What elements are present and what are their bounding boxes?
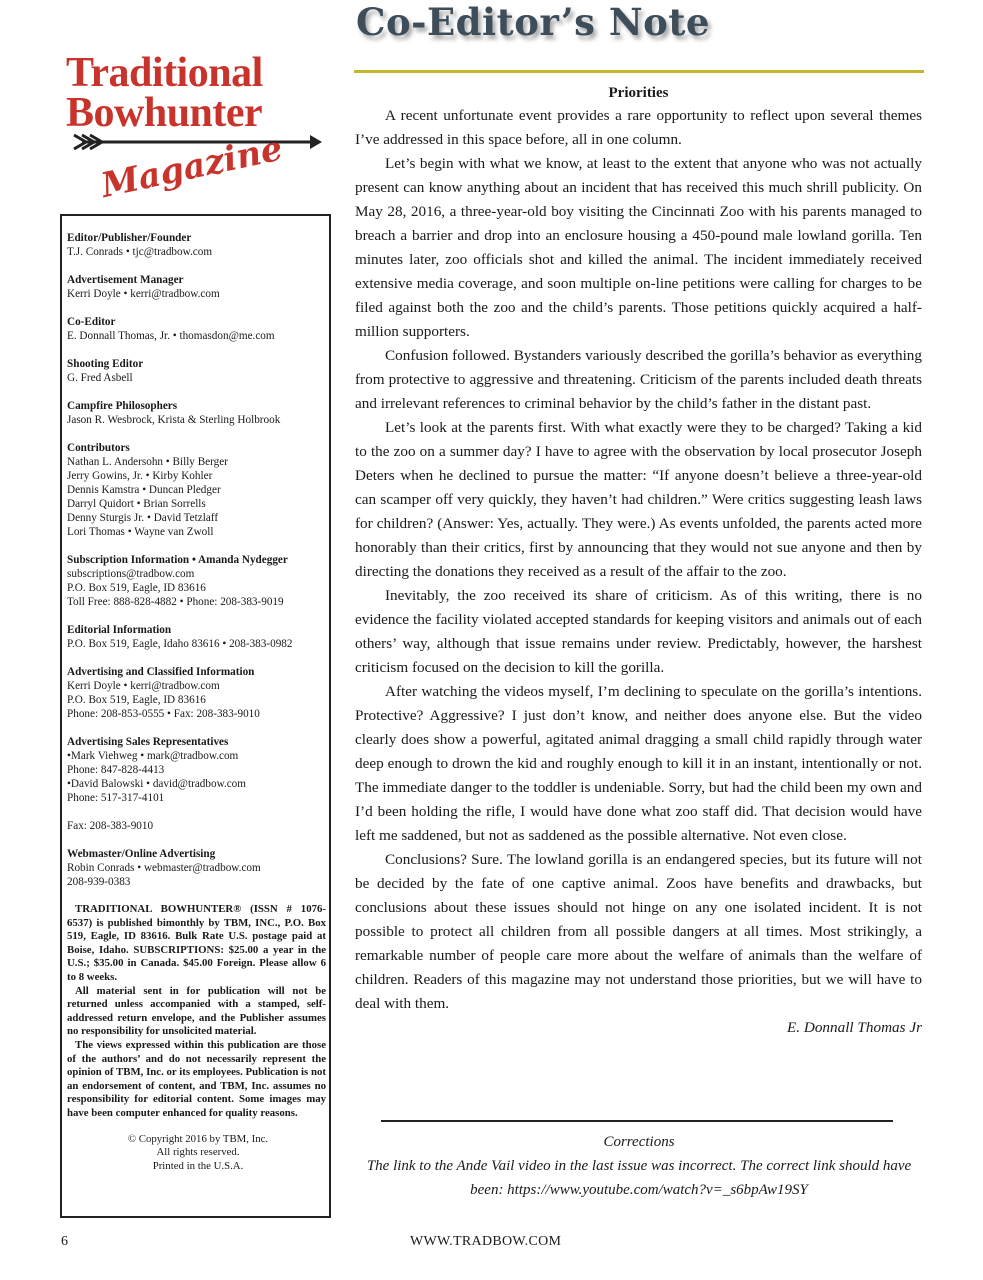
masthead-heading: Webmaster/Online Advertising (67, 848, 216, 860)
article (355, 83, 922, 1040)
masthead-section (67, 315, 329, 343)
page-title: Co-Editor’s Note (356, 0, 710, 44)
masthead-section (67, 399, 329, 427)
corrections-box (356, 1130, 922, 1202)
article-paragraph: Let’s begin with what we know, at least to the extent that anyone who was not actually present can know anything about an incident that has received this much shrill publicity. On May 28, 2016, a three-year-old boy visiting the Cincinnati Zoo with his parents managed to breach a barrier and drop into an enclosure housing a 450-pound male lowland gorilla. Ten minutes later, zoo officials shot and killed the animal. The incident immediately received extensive media coverage, and soon multiple on-line petitions were calling for charges to be filed against both the zoo and the child’s parents. Those petitions quickly acquired a half-million supporters. (355, 155, 922, 340)
masthead-heading: Advertising Sales Representatives (67, 736, 229, 748)
article-paragraph: Let’s look at the parents first. With what exactly were they to be charged? Taking a kid to the zoo on a summer day? I have to agree with the observation by local prosecutor Joseph Deters when he declined to pursue the matter: “If anyone doesn’t believe a three-year-old can scamper off very quickly, they haven’t had children.” Were critics suggesting leash laws for children? (Answer: Yes, actually. They were.) As events unfolded, the parents acted more honorably than their critics, first by announcing that they would not sue anyone and then by directing the donations they received as a result of the affair to the zoo. (355, 419, 922, 580)
masthead-heading: Advertising and Classified Information (67, 666, 255, 678)
masthead-line: Robin Conrads • webmaster@tradbow.com (67, 862, 261, 874)
notice-paragraph: TRADITIONAL BOWHUNTER® (ISSN # 1076-6537) is published bimonthly by TBM, INC., P.O. Box 519, Eagle, ID 83616. Bulk Rate U.S. postage paid at Boise, Idaho. SUBSCRIPTIONS: $25.00 a year in the U.S.; $35.00 in Canada. $45.00 Foreign. Please allow 6 to 8 weeks. (67, 903, 326, 983)
masthead-heading: Contributors (67, 442, 130, 454)
masthead-section (67, 623, 329, 651)
masthead-section (67, 847, 329, 889)
masthead-line: T.J. Conrads • tjc@tradbow.com (67, 246, 213, 258)
masthead-line: subscriptions@tradbow.com (67, 568, 195, 580)
masthead-heading: Co-Editor (67, 316, 116, 328)
masthead-line: •David Balowski • david@tradbow.com (67, 778, 246, 790)
masthead-line: P.O. Box 519, Eagle, ID 83616 (67, 582, 206, 594)
masthead-heading: Advertisement Manager (67, 274, 184, 286)
masthead-heading: Campfire Philosophers (67, 400, 178, 412)
masthead-line: P.O. Box 519, Eagle, ID 83616 (67, 694, 206, 706)
masthead-heading: Editorial Information (67, 624, 172, 636)
masthead-sections (67, 231, 329, 889)
masthead-heading: Subscription Information • Amanda Nydegger (67, 554, 288, 566)
masthead-line: Kerri Doyle • kerri@tradbow.com (67, 288, 220, 300)
masthead-line: Phone: 517-317-4101 (67, 792, 165, 804)
article-signature: E. Donnall Thomas Jr (786, 1019, 922, 1036)
corrections-divider (381, 1120, 893, 1122)
masthead-line: Phone: 208-853-0555 • Fax: 208-383-9010 (67, 708, 260, 720)
masthead-line: Fax: 208-383-9010 (67, 820, 154, 832)
copyright-line: Printed in the U.S.A. (152, 1159, 244, 1172)
article-paragraph: A recent unfortunate event provides a rare opportunity to reflect upon several themes I’ve addressed in this space before, all in one column. (355, 107, 922, 148)
copyright-line: © Copyright 2016 by TBM, Inc. (127, 1132, 269, 1145)
magazine-logo (60, 48, 330, 208)
masthead-line: Toll Free: 888-828-4882 • Phone: 208-383-9019 (67, 596, 284, 608)
article-paragraph: Inevitably, the zoo received its share of criticism. As of this writing, there is no evidence the facility violated accepted standards for keeping visitors and animals out of each others’ way, although that issue remains under review. Predictably, however, the harshest criticism focused on the decision to kill the gorilla. (355, 587, 922, 676)
footer-website[interactable]: WWW.TRADBOW.COM (410, 1234, 562, 1249)
masthead-heading: Shooting Editor (67, 358, 144, 370)
notice-paragraph: The views expressed within this publication are those of the authors’ and do not necessarily represent the opinion of TBM, Inc. or its employees. Publication is not an endorsement of content, and TBM, Inc. assumes no responsibility for editorial content. Some images may have been computer enhanced for quality reasons. (67, 1038, 326, 1119)
masthead-line: •Mark Viehweg • mark@tradbow.com (67, 750, 239, 762)
article-heading: Priorities (608, 85, 669, 101)
masthead-section (67, 357, 329, 385)
masthead-section (67, 553, 329, 609)
publication-notices (67, 903, 329, 1121)
page-number: 6 (61, 1234, 68, 1249)
masthead-line: G. Fred Asbell (67, 372, 133, 384)
copyright-line: All rights reserved. (156, 1146, 240, 1159)
masthead-line: Denny Sturgis Jr. • David Tetzlaff (67, 512, 219, 524)
masthead-section (67, 665, 329, 721)
title-divider (354, 70, 924, 73)
masthead-section (67, 735, 329, 805)
article-paragraph: Conclusions? Sure. The lowland gorilla is an endangered species, but its future will not be decided by the fate of one captive animal. Zoos have benefits and drawbacks, but conclusions about these issues should not hinge on any one isolated incident. It is not possible to protect all children from all possible dangers at all times. Most strikingly, a remarkable number of people care more about the welfare of animals than the welfare of children. Readers of this magazine may not understand those priorities, but we will have to deal with them. (355, 851, 922, 1012)
corrections-heading: Corrections (603, 1134, 675, 1150)
article-paragraph: Confusion followed. Bystanders variously described the gorilla’s behavior as everything from protective to aggressive and threatening. Criticism of the parents included death threats and irrelevant references to criminal behavior by the child’s father in the distant past. (355, 347, 922, 412)
masthead-line: Lori Thomas • Wayne van Zwoll (67, 526, 214, 538)
masthead-line: Jason R. Wesbrock, Krista & Sterling Holbrook (67, 414, 281, 426)
masthead-section (67, 819, 329, 833)
masthead-line: Dennis Kamstra • Duncan Pledger (67, 484, 221, 496)
masthead-line: Nathan L. Andersohn • Billy Berger (67, 456, 228, 468)
masthead-heading: Editor/Publisher/Founder (67, 232, 192, 244)
masthead-section (67, 441, 329, 539)
masthead-section (67, 273, 329, 301)
logo-line-1: Traditional (66, 50, 263, 96)
masthead-line: Jerry Gowins, Jr. • Kirby Kohler (67, 470, 213, 482)
masthead-section (67, 231, 329, 259)
masthead-line: Darryl Quidort • Brian Sorrells (67, 498, 206, 510)
masthead-line: Phone: 847-828-4413 (67, 764, 165, 776)
notice-paragraph: All material sent in for publication will not be returned unless accompanied with a stamped, self-addressed return envelope, and the Publisher assumes no responsibility for unsolicited material. (67, 984, 326, 1038)
corrections-text: The link to the Ande Vail video in the last issue was incorrect. The correct link should have been: https://www.youtube.com/watch?v=_s6bpAw19SY (366, 1158, 912, 1198)
masthead-line: Kerri Doyle • kerri@tradbow.com (67, 680, 220, 692)
article-body (355, 104, 922, 1016)
masthead-line: P.O. Box 519, Eagle, Idaho 83616 • 208-383-0982 (67, 638, 293, 650)
copyright-block (67, 1133, 329, 1174)
masthead-line: 208-939-0383 (67, 876, 131, 888)
masthead-box (60, 214, 331, 1218)
masthead-line: E. Donnall Thomas, Jr. • thomasdon@me.com (67, 330, 275, 342)
article-paragraph: After watching the videos myself, I’m declining to speculate on the gorilla’s intentions. Protective? Aggressive? I just don’t know, and neither does anyone else. But the video clearly does show a powerful, agitated animal dragging a small child rapidly through water deep enough to drown the kid and roughly enough to kill it in an instant, intentionally or not. The immediate danger to the toddler is undeniable. Sorry, but had the child been my own and I’d been holding the rifle, I would have done what zoo staff did. That decision would have left me saddened, but not as saddened as the possible alternative. Not even close. (355, 683, 922, 844)
logo-line-2: Bowhunter (66, 90, 263, 136)
logo-script: Magazine (97, 128, 287, 206)
